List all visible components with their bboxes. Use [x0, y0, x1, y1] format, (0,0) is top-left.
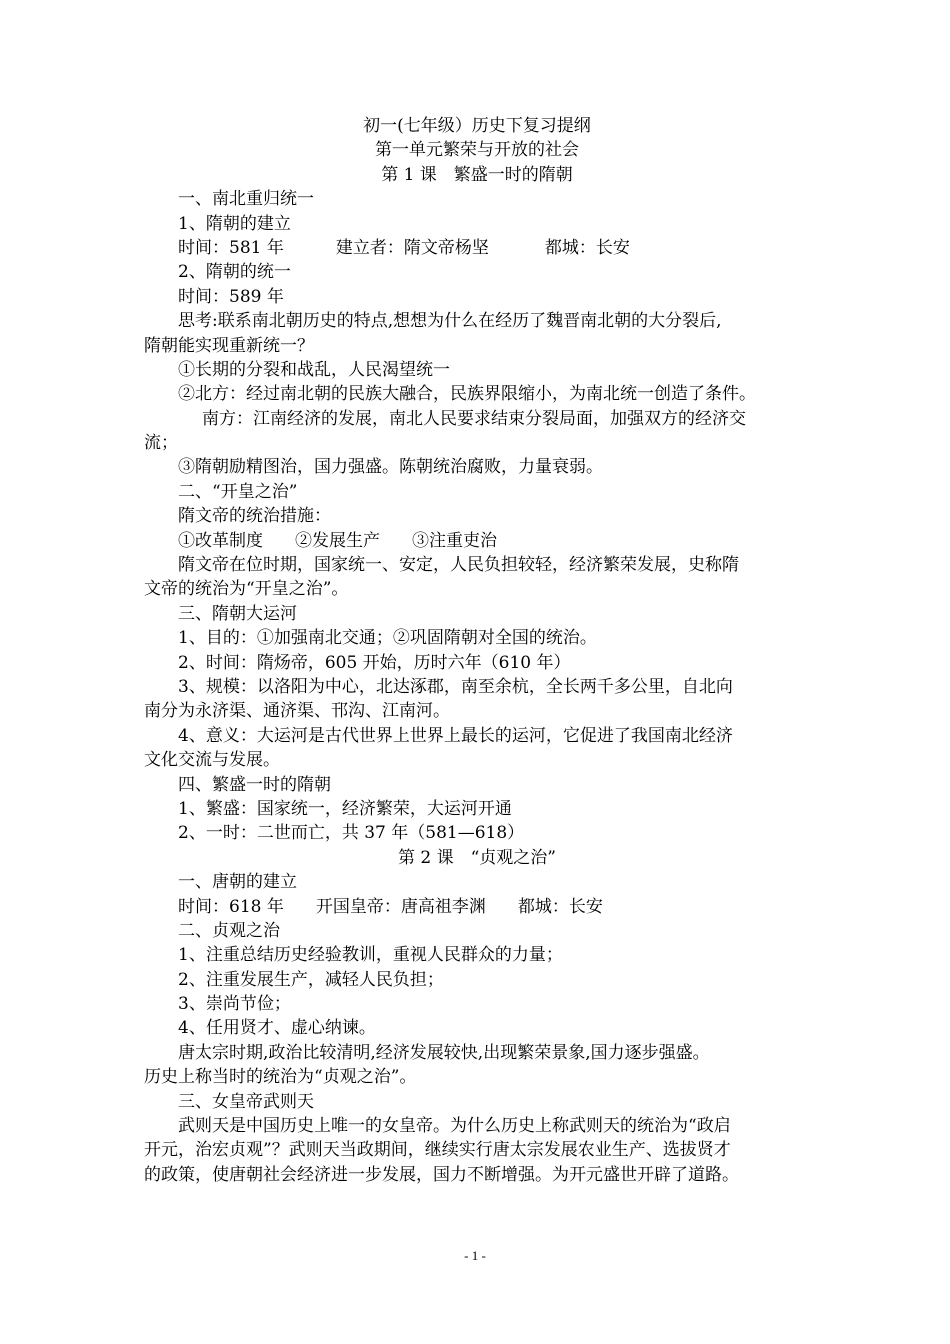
capital: 都城：长安	[544, 237, 630, 258]
founding-time: 时间：618 年	[178, 896, 284, 917]
canal-item: 4、意义：大运河是古代世界上世界上最长的运河，它促进了我国南北经济	[178, 725, 733, 746]
zhenguan-item: 2、注重发展生产，减轻人民负担；	[178, 969, 444, 990]
unit-title: 第一单元繁荣与开放的社会	[375, 140, 579, 161]
section-heading: 二、“开皇之治”	[178, 481, 298, 502]
measure-item: ①改革制度	[178, 530, 263, 551]
paragraph-line: 历史上称当时的统治为“贞观之治”。	[144, 1067, 417, 1088]
section-heading: 三、女皇帝武则天	[178, 1091, 314, 1112]
measure-item: ③注重吏治	[412, 530, 497, 551]
canal-item: 3、规模：以洛阳为中心，北达涿郡，南至余杭，全长两千多公里，自北向	[178, 676, 733, 697]
section-heading: 四、繁盛一时的隋朝	[178, 774, 331, 795]
section-heading: 一、南北重归统一	[178, 189, 314, 210]
measures-row	[144, 529, 810, 553]
think-question-line: 隋朝能实现重新统一？	[144, 335, 314, 356]
section-heading: 二、贞观之治	[178, 920, 280, 941]
zhenguan-item: 1、注重总结历史经验教训，重视人民群众的力量；	[178, 945, 563, 966]
zhenguan-item: 3、崇尚节俭；	[178, 994, 291, 1015]
capital: 都城：长安	[517, 896, 603, 917]
reason-item: ①长期的分裂和战乱，人民渴望统一	[178, 359, 450, 380]
reason-item: ③隋朝励精图治，国力强盛。陈朝统治腐败，力量衰弱。	[178, 457, 603, 478]
paragraph-line: 隋文帝在位时期，国家统一、安定，人民负担较轻，经济繁荣发展，史称隋	[178, 555, 739, 576]
founder: 开国皇帝：唐高祖李渊	[315, 896, 486, 917]
think-question-line: 思考:联系南北朝历史的特点,想想为什么在经历了魏晋南北朝的大分裂后,	[178, 311, 722, 332]
document-body	[144, 114, 810, 1187]
reason-item: 南方：江南经济的发展，南北人民要求结束分裂局面，加强双方的经济交	[202, 408, 746, 429]
subsection-heading: 1、隋朝的建立	[178, 213, 291, 234]
prosperity-item: 1、繁盛：国家统一，经济繁荣，大运河开通	[178, 798, 512, 819]
zhenguan-item: 4、任用贤才、虚心纳谏。	[178, 1018, 376, 1039]
reason-item: ②北方：经过南北朝的民族大融合，民族界限缩小，为南北统一创造了条件。	[178, 384, 756, 405]
canal-item: 1、目的：①加强南北交通；②巩固隋朝对全国的统治。	[178, 628, 597, 649]
page-number: - 1 -	[464, 1248, 486, 1263]
lesson1-heading: 第 1 课 繁盛一时的隋朝	[381, 164, 573, 185]
section-heading: 一、唐朝的建立	[178, 872, 297, 893]
measure-item: ②发展生产	[295, 530, 380, 551]
reason-item-continued: 流；	[144, 433, 178, 454]
canal-item-continued: 南分为永济渠、通济渠、邗沟、江南河。	[144, 701, 450, 722]
measures-lead: 隋文帝的统治措施：	[178, 506, 331, 527]
paragraph-line: 的政策，使唐朝社会经济进一步发展，国力不断增强。为开元盛世开辟了道路。	[144, 1164, 739, 1185]
tang-founding-row	[144, 895, 810, 919]
paragraph-line: 武则天是中国历史上唯一的女皇帝。为什么历史上称武则天的统治为“政启	[178, 1116, 731, 1137]
prosperity-item: 2、一时：二世而亡，共 37 年（581—618）	[178, 823, 525, 844]
paragraph-line: 唐太宗时期,政治比较清明,经济发展较快,出现繁荣景象,国力逐步强盛。	[178, 1042, 710, 1063]
paragraph-line: 文帝的统治为“开皇之治”。	[144, 579, 349, 600]
unification-time: 时间：589 年	[178, 286, 284, 307]
founding-info-row	[144, 236, 810, 260]
paragraph-line: 开元，治宏贞观”？武则天当政期间，继续实行唐太宗发展农业生产、选拔贤才	[144, 1140, 731, 1161]
section-heading: 三、隋朝大运河	[178, 603, 297, 624]
founder: 建立者：隋文帝杨坚	[335, 237, 489, 258]
document-title: 初一(七年级）历史下复习提纲	[363, 116, 591, 136]
canal-item: 2、时间：隋炀帝，605 开始，历时六年（610 年）	[178, 652, 571, 673]
founding-time: 时间：581 年	[178, 237, 284, 258]
lesson2-heading: 第 2 课 “贞观之治”	[397, 847, 556, 868]
canal-item-continued: 文化交流与发展。	[144, 750, 280, 771]
subsection-heading: 2、隋朝的统一	[178, 262, 291, 283]
